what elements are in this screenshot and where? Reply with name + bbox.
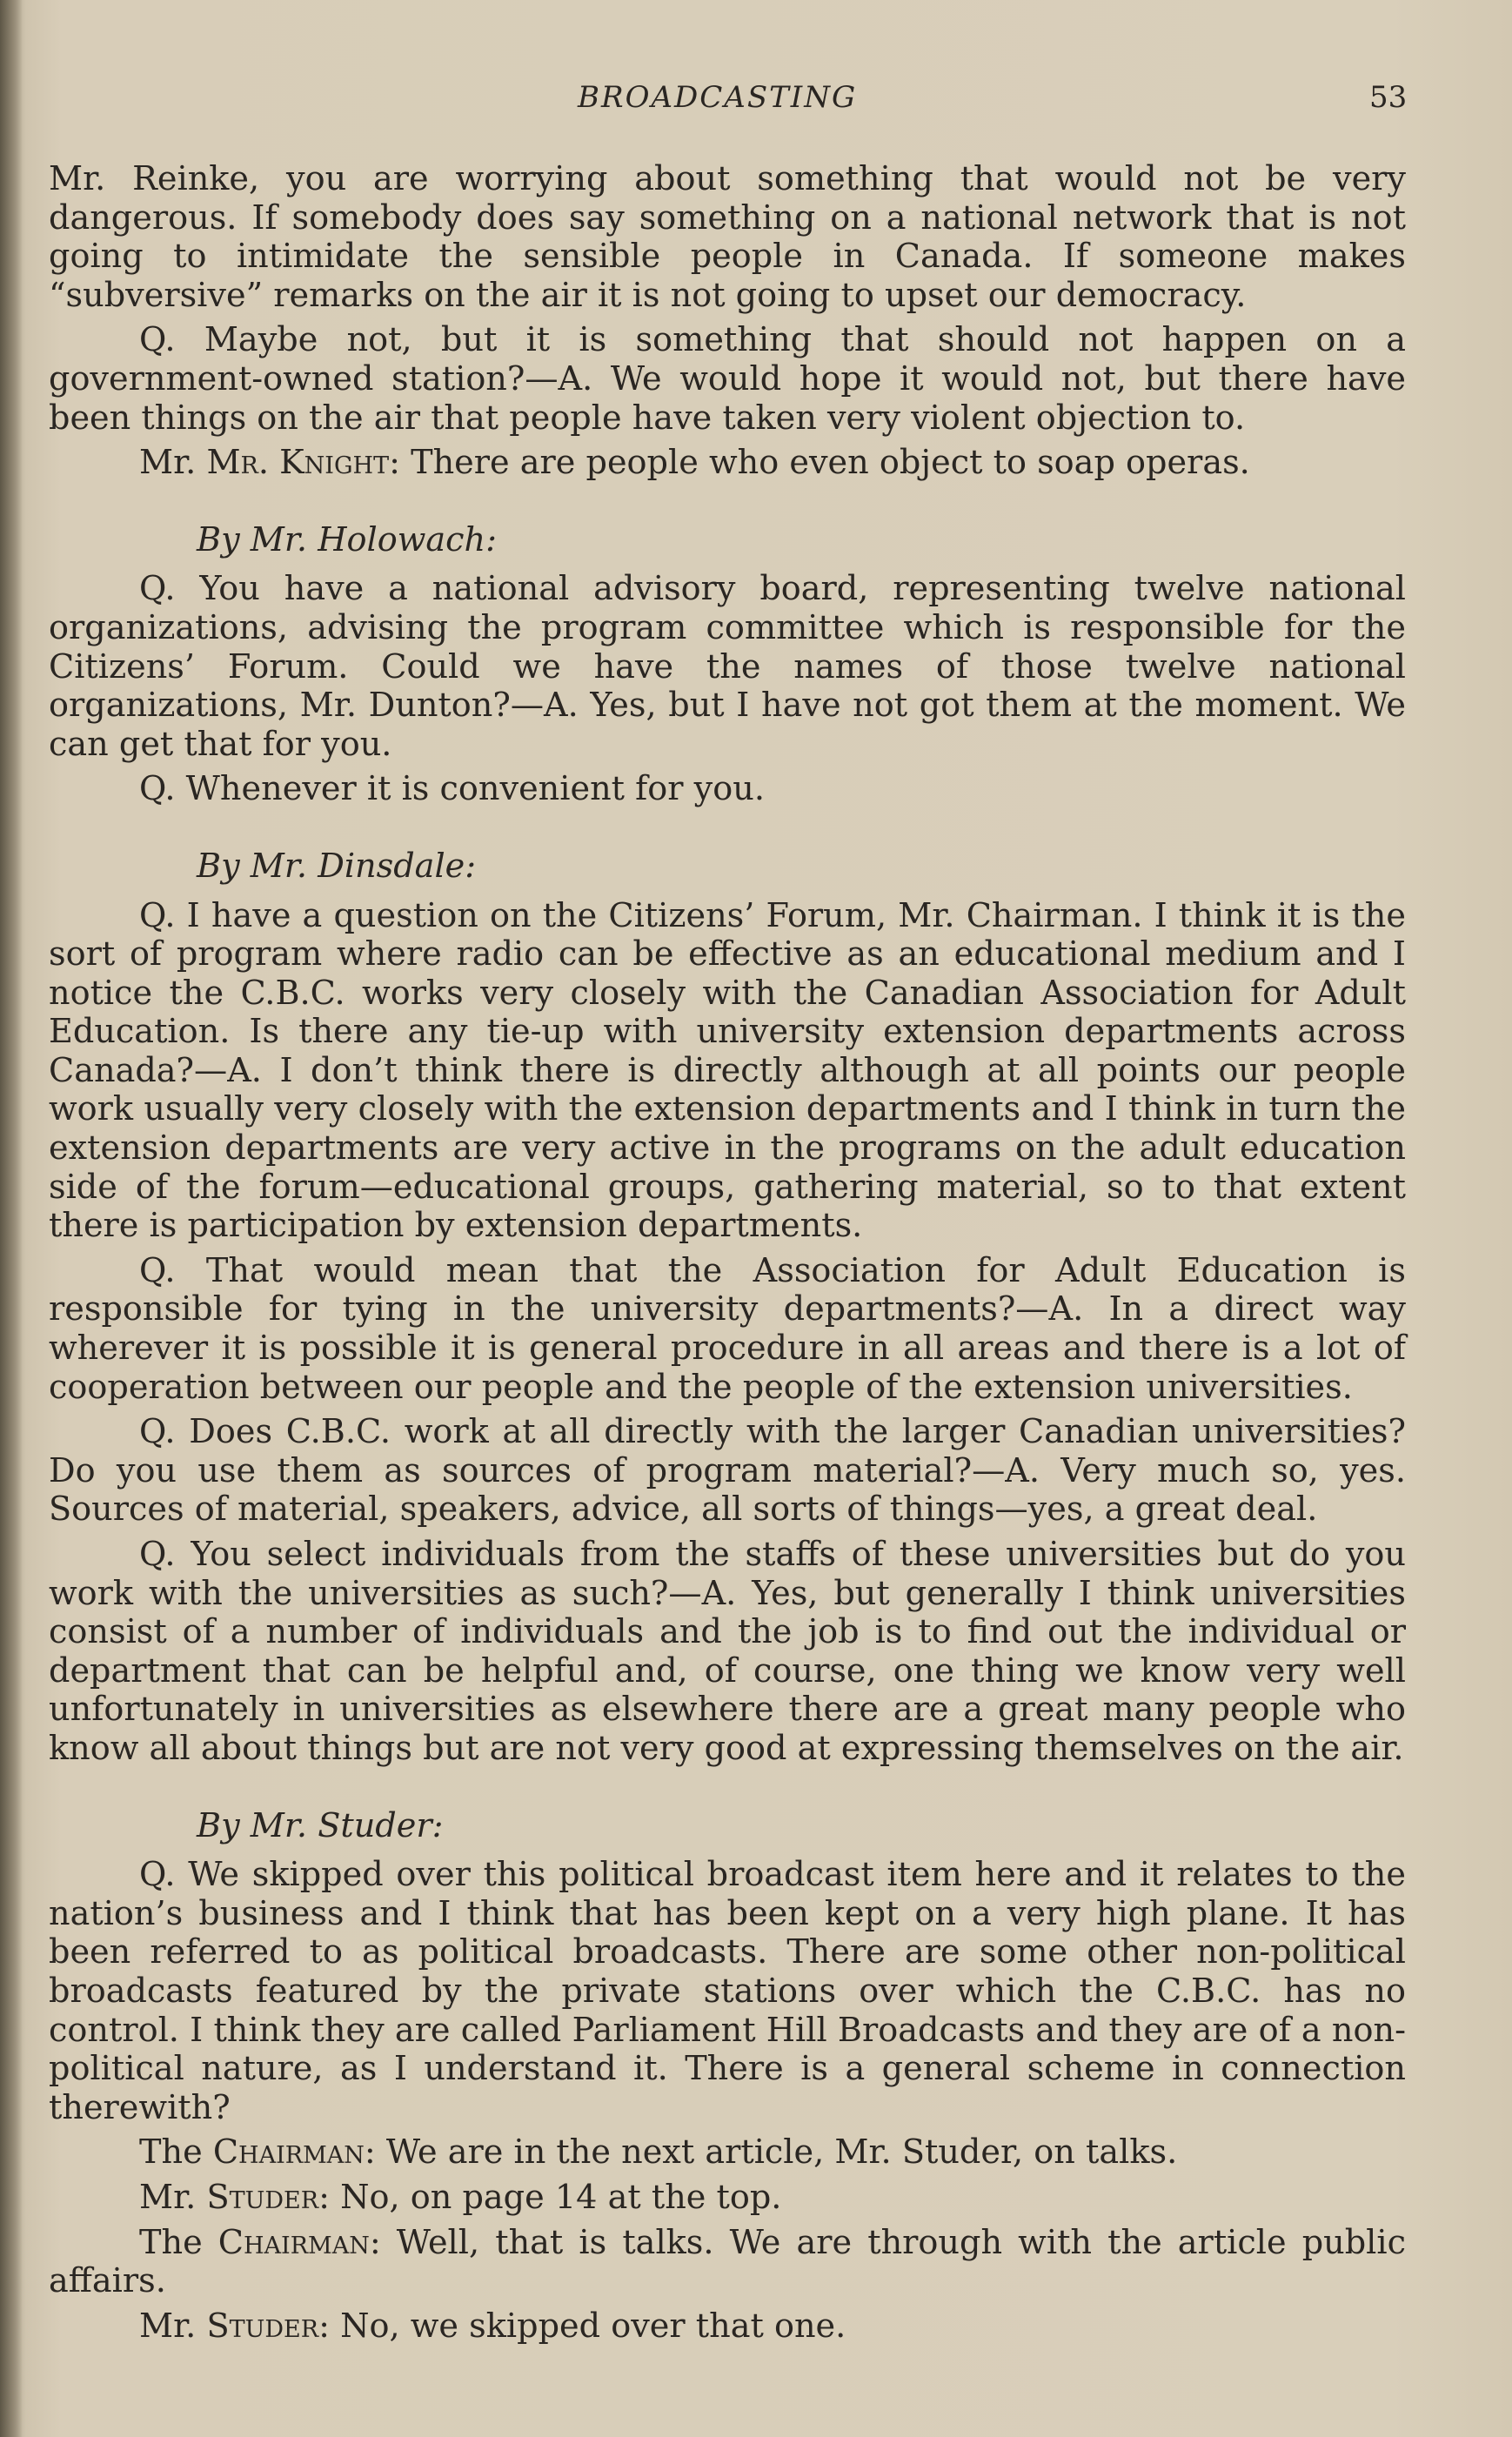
speaker-line: The Chairman: Well, that is talks. We are through with the article public affairs. xyxy=(49,2223,1406,2301)
speaker-name: Mr. Knight xyxy=(206,444,390,483)
running-header xyxy=(0,80,1512,124)
paragraph: Mr. Reinke, you are worrying about something that would not be very dangerous. If somebody does say something on a national network that is not going to intimidate the sensible people in Canada. If someone makes “subversive” remarks on the air it is not going to upset our democracy. xyxy=(49,160,1406,315)
paragraph: Q. We skipped over this political broadcast item here and it relates to the nation’s business and I think that has been kept on a very high plane. It has been referred to as political broadcasts. There are some other non-political broadcasts featured by the private stations over which the C.B.C. has no control. I think they are called Parliament Hill Broadcasts and they are of a non-political nature, as I understand it. There is a general scheme in connection therewith? xyxy=(49,1856,1406,2127)
speaker-text: : No, on page 14 at the top. xyxy=(318,2178,782,2217)
running-title: BROADCASTING xyxy=(578,80,858,115)
speaker-name: Studer xyxy=(206,2306,319,2346)
section-heading: By Mr. Holowach: xyxy=(197,520,498,559)
paragraph: Q. Whenever it is convenient for you. xyxy=(139,770,765,809)
speaker-line: Mr. Studer: No, on page 14 at the top. xyxy=(139,2178,782,2217)
speaker-text: : Well, that is talks. We are through with the article public affairs. xyxy=(49,2223,1406,2301)
section-heading: By Mr. Dinsdale: xyxy=(197,847,477,886)
speaker-line: Mr. Mr. Knight: There are people who even object to soap operas. xyxy=(139,444,1250,483)
speaker-text: : No, we skipped over that one. xyxy=(318,2306,846,2346)
speaker-name: Chairman xyxy=(212,2133,365,2173)
paragraph: Q. I have a question on the Citizens’ Forum, Mr. Chairman. I think it is the sort of program where radio can be effective as an educational medium and I notice the C.B.C. works very closely with the Canadian Association for Adult Education. Is there any tie-up with university extension departments across Canada?—A. I don’t think there is directly although at all points our people work usually very closely with the extension departments and I think in turn the extension departments are very active in the programs on the adult education side of the forum—educational groups, gathering material, so to that extent there is participation by extension departments. xyxy=(49,896,1406,1246)
speaker-name: Chairman xyxy=(217,2223,370,2262)
paragraph: Q. Does C.B.C. work at all directly with the larger Canadian universities? Do you use them as sources of program material?—A. Very much so, yes. Sources of material, speakers, advice, all sorts of things—yes, a great deal. xyxy=(49,1413,1406,1530)
page-number: 53 xyxy=(1369,80,1408,115)
speaker-name: Studer xyxy=(206,2178,319,2217)
speaker-text: : There are people who even object to soap operas. xyxy=(389,444,1250,483)
paragraph: Q. That would mean that the Association for Adult Education is responsible for tying in the university departments?—A. In a direct way wherever it is possible it is general procedure in all areas and there is a lot of cooperation between our people and the people of the extension universities. xyxy=(49,1251,1406,1407)
speaker-line: The Chairman: We are in the next article, Mr. Studer, on talks. xyxy=(139,2133,1178,2173)
book-binding-shadow xyxy=(0,0,23,2437)
paragraph: Q. Maybe not, but it is something that should not happen on a government-owned station?—A. We would hope it would not, but there have been things on the air that people have taken very violent objection to. xyxy=(49,321,1406,438)
paragraph: Q. You select individuals from the staffs of these universities but do you work with the universities as such?—A. Yes, but generally I think universities consist of a number of individuals and the job is to find out the individual or department that can be helpful and, of course, one thing we know very well unfortunately in universities as elsewhere there are a great many people who know all about things but are not very good at expressing themselves on the air. xyxy=(49,1536,1406,1768)
speaker-text: : We are in the next article, Mr. Studer, on talks. xyxy=(364,2133,1178,2173)
paragraph: Q. You have a national advisory board, representing twelve national organizations, advising the program committee which is responsible for the Citizens’ Forum. Could we have the names of those twelve national organizations, Mr. Dunton?—A. Yes, but I have not got them at the moment. We can get that for you. xyxy=(49,570,1406,764)
speaker-line: Mr. Studer: No, we skipped over that one. xyxy=(139,2306,846,2346)
section-heading: By Mr. Studer: xyxy=(197,1806,444,1845)
page-body xyxy=(49,160,1406,2352)
